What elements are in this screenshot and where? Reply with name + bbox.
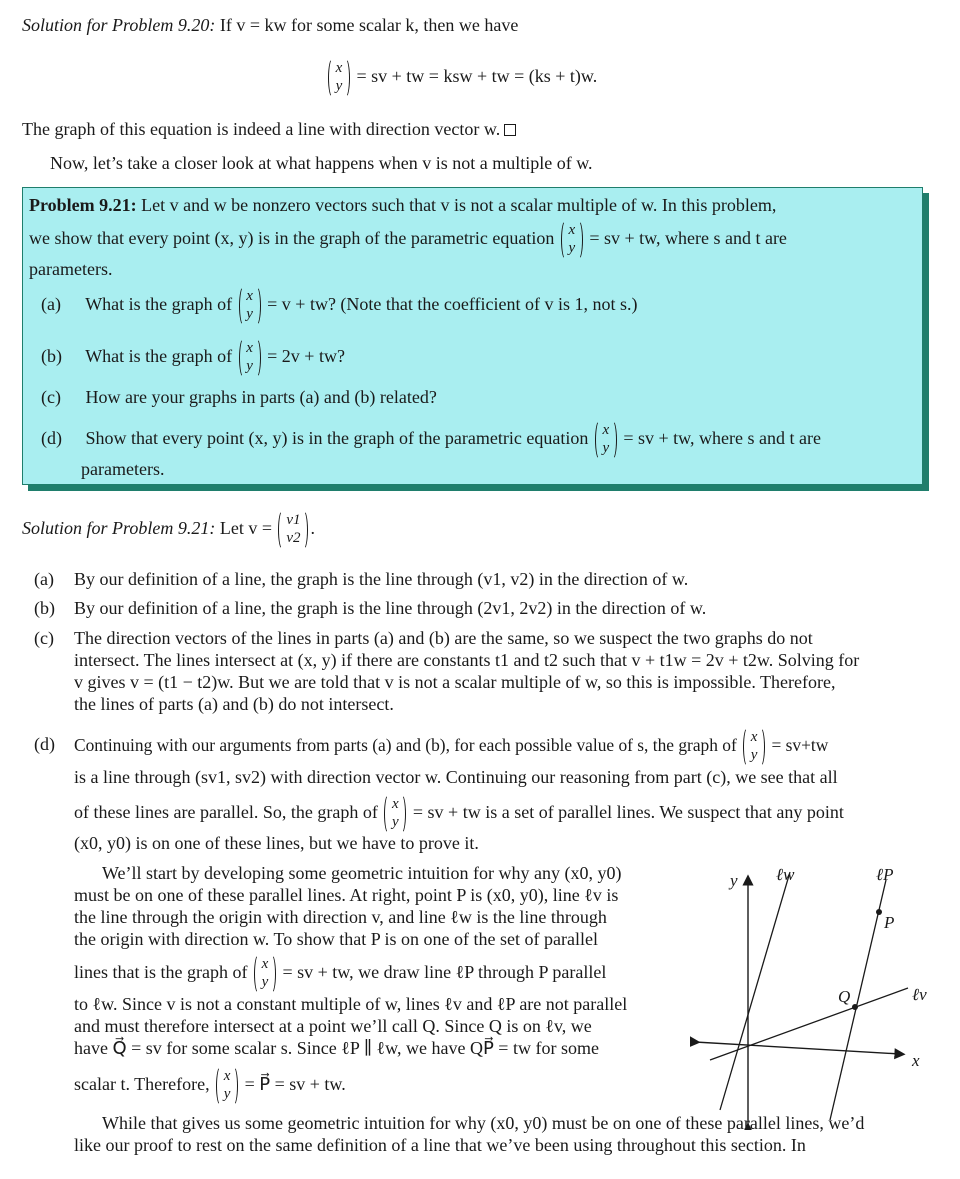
- part-text-cont: parameters.: [81, 459, 165, 479]
- text: have Q⃗ = sv for some scalar s. Since ℓP ∥ ℓw, we have QP⃗ = tw for some: [74, 1038, 599, 1058]
- part-c-line: v gives v = (t1 − t2)w. But we are told that v is not a scalar multiple of w, so this is impossible. Therefore,: [74, 672, 836, 692]
- solution-920-equation: [326, 56, 597, 96]
- problem-921-line3: [29, 258, 112, 280]
- part-text-post: = 2v + tw?: [267, 346, 345, 366]
- solution-920-conclusion: [22, 118, 938, 140]
- geometric-line5: [74, 952, 684, 992]
- part-label: (b): [34, 598, 55, 618]
- part-text-post: = sv + tw, where s and t are: [623, 428, 821, 448]
- column-vector-xy: x y: [239, 338, 261, 378]
- solution-920-heading: Solution for Problem 9.20:: [22, 15, 216, 35]
- column-vector-xy: x y: [239, 286, 261, 326]
- problem-921-box: [22, 187, 923, 485]
- problem-921-label: Problem 9.21:: [29, 195, 137, 215]
- text: of these lines are parallel. So, the graph of: [74, 802, 378, 822]
- part-d-line1: [74, 725, 944, 765]
- equation-text: = sv + tw = ksw + tw = (ks + t)w.: [356, 66, 598, 86]
- y-axis-label: y: [730, 871, 738, 890]
- problem-921-line2: [29, 218, 919, 258]
- text: and must therefore intersect at a point we’ll call Q. Since Q is on ℓv, we: [74, 1016, 592, 1036]
- problem-921-text3: parameters.: [29, 259, 113, 279]
- text: = P⃗ = sv + tw.: [244, 1074, 346, 1094]
- solution-921-intro-text: Let v =: [219, 518, 272, 538]
- solution-920-intro-text: If v = kw for some scalar k, then we have: [219, 15, 519, 35]
- text: = sv + tw is a set of parallel lines. We suspect that any point: [412, 802, 844, 822]
- problem-part-b: [41, 336, 901, 376]
- text: While that gives us some geometric intuition for why (x0, y0) must be on one of these parallel lines, we’d: [102, 1113, 865, 1133]
- text: We’ll start by developing some geometric intuition for why any (x0, y0): [102, 863, 622, 883]
- text: is a line through (sv1, sv2) with direction vector w. Continuing our reasoning from part (c), we see that all: [74, 767, 838, 787]
- text: = sv + tw, we draw line ℓP through P parallel: [282, 962, 607, 982]
- problem-part-c: [41, 386, 901, 408]
- x-axis: [695, 1042, 900, 1054]
- text: Continuing with our arguments from parts (a) and (b), for each possible value of s, the graph of: [74, 735, 737, 755]
- point-q: [852, 1004, 858, 1010]
- problem-part-a: [41, 284, 901, 324]
- problem-part-d-continued: [81, 458, 164, 480]
- solution-part-c: [74, 627, 938, 715]
- problem-921-text1: Let v and w be nonzero vectors such that v is not a scalar multiple of w. In this problem,: [141, 195, 777, 215]
- part-label: (a): [41, 294, 61, 314]
- part-c-line: The direction vectors of the lines in parts (a) and (b) are the same, so we suspect the two graphs do not: [74, 628, 813, 648]
- parallel-lines-figure: [690, 860, 940, 1130]
- text: (x0, y0) is on one of these lines, but we have to prove it.: [74, 833, 479, 853]
- part-label: (d): [41, 428, 62, 448]
- solution-921-intro: Solution for Problem 9.21: Let v = v1 v2 .: [22, 508, 315, 548]
- text: must be on one of these parallel lines. At right, point P is (x0, y0), line ℓv is: [74, 885, 619, 905]
- problem-part-d: [41, 418, 921, 458]
- part-label: (d): [34, 734, 55, 754]
- transition-text: Now, let’s take a closer look at what happens when v is not a multiple of w.: [50, 153, 593, 173]
- part-label: (b): [41, 346, 62, 366]
- text: to ℓw. Since v is not a constant multiple of w, lines ℓv and ℓP are not parallel: [74, 994, 628, 1014]
- part-d-line3: [74, 792, 944, 832]
- problem-921-text2a: we show that every point (x, y) is in the graph of the parametric equation: [29, 228, 555, 248]
- x-axis-label: x: [912, 1051, 920, 1070]
- part-text-post: = v + tw? (Note that the coefficient of v is 1, not s.): [267, 294, 638, 314]
- column-vector-xy: x y: [216, 1066, 238, 1106]
- q-label: Q: [838, 987, 851, 1006]
- part-label: (a): [34, 569, 54, 589]
- problem-921-text2b: = sv + tw, where s and t are: [589, 228, 787, 248]
- text: scalar t. Therefore,: [74, 1074, 210, 1094]
- conclusion-text: The graph of this equation is indeed a line with direction vector w.: [22, 119, 501, 139]
- final-paragraph: [74, 1112, 940, 1156]
- text: the origin with direction w. To show that P is on one of the set of parallel: [74, 929, 598, 949]
- column-vector-xy: x y: [328, 58, 350, 98]
- problem-921-line1: [29, 194, 919, 216]
- solution-part-a: [34, 568, 934, 590]
- column-vector-xy: x y: [384, 794, 406, 834]
- lv-label: ℓv: [912, 985, 927, 1004]
- text: the line through the origin with direction v, and line ℓw is the line through: [74, 907, 607, 927]
- column-vector-v: v1 v2: [278, 510, 308, 550]
- point-p: [876, 909, 882, 915]
- geometric-lines-6-8: [74, 993, 684, 1059]
- solution-part-b: [34, 597, 934, 619]
- transition-paragraph: [50, 152, 930, 174]
- part-c-line: the lines of parts (a) and (b) do not intersect.: [74, 694, 394, 714]
- part-d-line4: [74, 832, 944, 854]
- column-vector-xy: x y: [743, 727, 765, 767]
- part-d-line2: [74, 766, 944, 788]
- part-text: By our definition of a line, the graph is the line through (2v1, 2v2) in the direction of w.: [74, 598, 707, 618]
- qed-box-icon: [504, 124, 516, 136]
- text: like our proof to rest on the same definition of a line that we’ve been using throughout this section. In: [74, 1135, 806, 1155]
- p-label: P: [884, 913, 895, 932]
- column-vector-xy: x y: [595, 420, 617, 460]
- text: lines that is the graph of: [74, 962, 248, 982]
- part-text-pre: How are your graphs in parts (a) and (b) related?: [85, 387, 437, 407]
- lw-label: ℓw: [776, 865, 795, 884]
- part-c-line: intersect. The lines intersect at (x, y) if there are constants t1 and t2 such that v + t1w = 2v + t2w. Solving for: [74, 650, 860, 670]
- solution-920-intro: [22, 14, 938, 36]
- part-text-pre: What is the graph of: [85, 294, 233, 314]
- part-text: By our definition of a line, the graph is the line through (v1, v2) in the direction of w.: [74, 569, 689, 589]
- column-vector-xy: x y: [561, 220, 583, 260]
- lp-label: ℓP: [876, 865, 894, 884]
- geometric-intuition-paragraph: [74, 862, 684, 950]
- solution-921-heading: Solution for Problem 9.21:: [22, 518, 216, 538]
- part-text-pre: What is the graph of: [85, 346, 233, 366]
- column-vector-xy: x y: [254, 954, 276, 994]
- line-lw: [720, 872, 790, 1110]
- part-label: (c): [41, 387, 61, 407]
- text: = sv+tw: [771, 735, 829, 755]
- geometric-line9: [74, 1064, 684, 1104]
- part-label: (c): [34, 628, 54, 648]
- part-text-pre: Show that every point (x, y) is in the graph of the parametric equation: [85, 428, 589, 448]
